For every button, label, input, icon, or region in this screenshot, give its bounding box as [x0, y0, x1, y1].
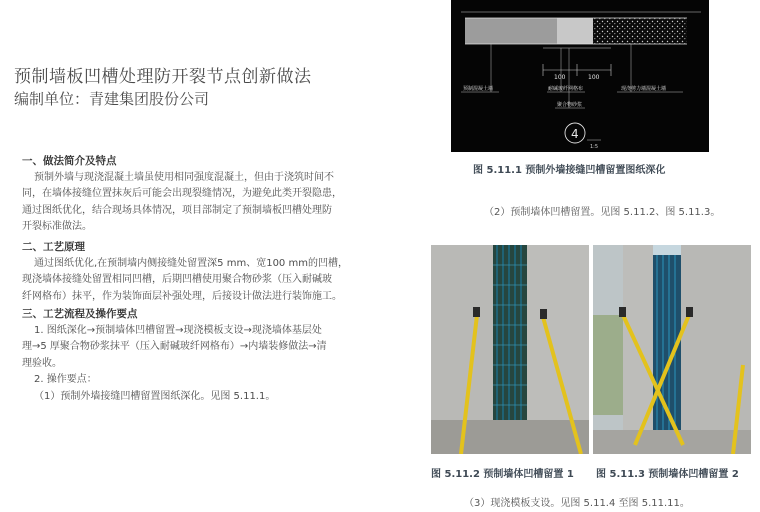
- section-line: （1）预制外墙接缝凹槽留置图纸深化。见图 5.11.1。: [34, 390, 276, 402]
- label-mortar: 聚合物砂浆: [557, 102, 583, 108]
- figure-caption: 图 5.11.1 预制外墙接缝凹槽留置图纸深化: [473, 165, 666, 176]
- section-line: 理验收。: [22, 357, 62, 369]
- section-2: [22, 239, 394, 305]
- section-line: 现浇墙体接缝处留置相同凹槽，后期凹槽使用聚合物砂浆（压入耐碱玻: [22, 274, 332, 286]
- figure-caption: 图 5.11.3 预制墙体凹槽留置 2: [596, 469, 739, 480]
- section-line: 1. 图纸深化→预制墙体凹槽留置→现浇模板支设→现浇墙体基层处: [34, 324, 322, 336]
- site-photo-1: [431, 245, 589, 454]
- label-cast-wall: 现浇剪力墙混凝土墙: [621, 86, 667, 92]
- section-heading: 二、工艺原理: [22, 241, 85, 253]
- photo-2-drawing: [593, 245, 751, 454]
- figure-caption: 图 5.11.2 预制墙体凹槽留置 1: [431, 469, 574, 480]
- section-line: 通过图纸优化,在预制墙内侧接缝处留置深5 mm、宽100 mm的凹槽，: [34, 257, 348, 269]
- label-precast: 预制混凝土墙: [463, 86, 494, 92]
- body-paragraph: （3）现浇模板支设。见图 5.11.4 至图 5.11.11。: [464, 498, 690, 509]
- section-line: 同，在墙体接缝位置抹灰后可能会出现裂缝情况，为避免此类开裂隐患，: [22, 188, 342, 200]
- section-heading: 三、工艺流程及操作要点: [22, 308, 138, 320]
- scale-text: 1:5: [590, 144, 599, 150]
- page-title: 预制墙板凹槽处理防开裂节点创新做法: [14, 67, 312, 87]
- body-paragraph: （2）预制墙体凹槽留置。见图 5.11.2、图 5.11.3。: [484, 207, 721, 218]
- section-line: 预制外墙与现浇混凝土墙虽使用相同强度混凝土，但由于浇筑时间不: [34, 171, 334, 183]
- section-line: 理→5 厚聚合物砂浆抹平（压入耐碱玻纤网格布）→内墙装修做法→清: [22, 341, 327, 353]
- section-line: 开裂标准做法。: [22, 221, 92, 233]
- section-heading: 一、做法简介及特点: [22, 155, 117, 167]
- section-line: 2. 操作要点：: [34, 374, 97, 386]
- section-3: [22, 306, 394, 406]
- detail-drawing-svg: [451, 0, 709, 152]
- detail-drawing: [451, 0, 709, 152]
- section-1: [22, 153, 394, 236]
- dim-right-text: 100: [588, 74, 600, 81]
- section-line: 通过图纸优化，结合现场具体情况，项目部制定了预制墙板凹槽处理防: [22, 204, 332, 216]
- section-line: 纤网格布）抹平，作为装饰面层补强处理，后接设计做法进行装饰施工。: [22, 290, 342, 302]
- site-photo-2: [593, 245, 751, 454]
- label-mesh: 耐碱玻纤网格布: [548, 86, 584, 92]
- photo-1-drawing: [431, 245, 589, 454]
- dim-left-text: 100: [554, 74, 566, 81]
- compiling-unit: 编制单位：青建集团股份公司: [14, 90, 210, 108]
- node-number: 4: [571, 127, 579, 141]
